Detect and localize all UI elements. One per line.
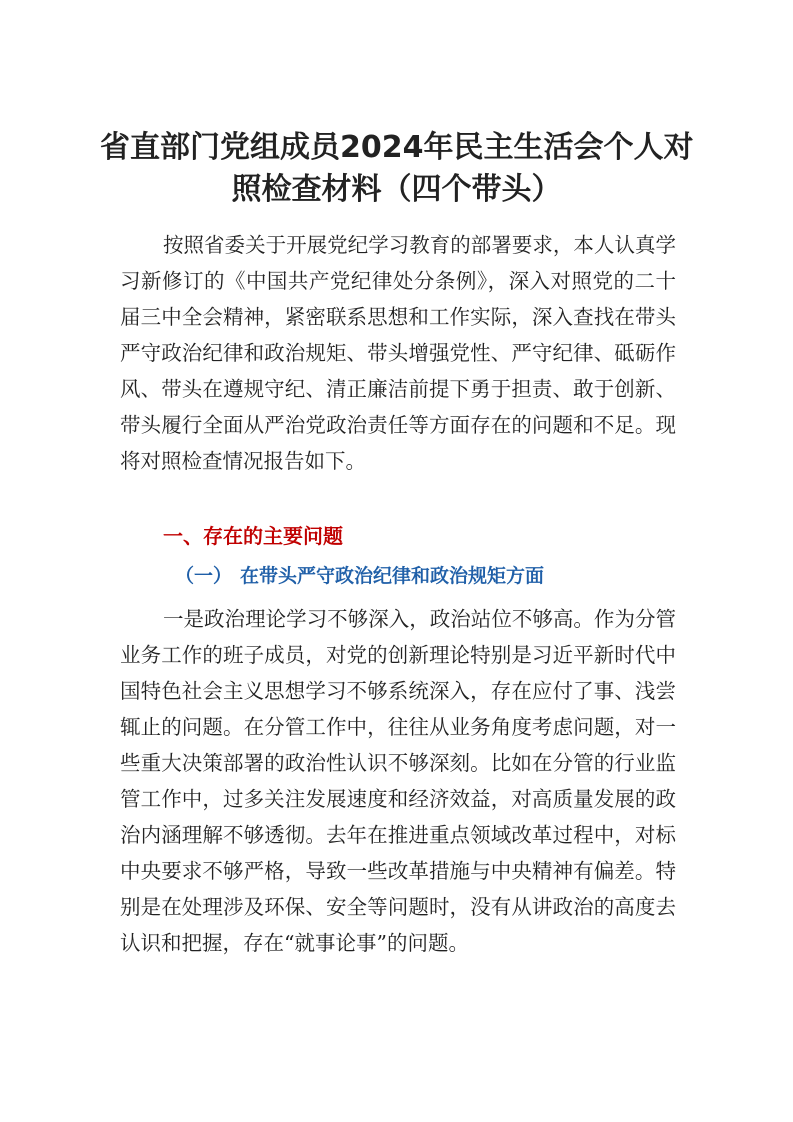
body-line: 辄止的问题。在分管工作中，往往从业务角度考虑问题，对一 (120, 715, 676, 739)
intro-line: 届三中全会精神，紧密联系思想和工作实际，深入查找在带头 (120, 305, 676, 329)
intro-line: 按照省委关于开展党纪学习教育的部署要求，本人认真学 (163, 233, 676, 257)
body-line: 业务工作的班子成员，对党的创新理论特别是习近平新时代中 (120, 643, 676, 667)
subsection-heading (175, 562, 544, 590)
body-line: 国特色社会主义思想学习不够系统深入，存在应付了事、浅尝 (120, 679, 676, 703)
body-line: 些重大决策部署的政治性认识不够深刻。比如在分管的行业监 (120, 751, 676, 775)
intro-line: 风、带头在遵规守纪、清正廉洁前提下勇于担责、敢于创新、 (120, 377, 676, 401)
intro-line: 严守政治纪律和政治规矩、带头增强党性、严守纪律、砥砺作 (120, 341, 676, 365)
intro-line: 带头履行全面从严治党政治责任等方面存在的问题和不足。现 (120, 413, 676, 437)
subsection-title: 在带头严守政治纪律和政治规矩方面 (240, 565, 545, 587)
body-line: 别是在处理涉及环保、安全等问题时，没有从讲政治的高度去 (120, 895, 676, 919)
body-line: 中央要求不够严格，导致一些改革措施与中央精神有偏差。特 (120, 859, 676, 883)
body-line: 认识和把握，存在“就事论事”的问题。 (120, 931, 469, 955)
document-title-line-1: 省直部门党组成员2024年民主生活会个人对 (100, 130, 694, 165)
section-heading: 一、存在的主要问题 (163, 524, 343, 548)
body-line: 管工作中，过多关注发展速度和经济效益，对高质量发展的政 (120, 787, 676, 811)
intro-line: 将对照检查情况报告如下。 (120, 449, 366, 473)
document-title-line-2: 照检查材料（四个带头） (231, 172, 562, 207)
intro-line: 习新修订的《中国共产党纪律处分条例》，深入对照党的二十 (120, 269, 676, 293)
subsection-number: （一） (175, 565, 233, 587)
body-line: 一是政治理论学习不够深入，政治站位不够高。作为分管 (163, 607, 676, 631)
body-line: 治内涵理解不够透彻。去年在推进重点领域改革过程中，对标 (120, 823, 676, 847)
